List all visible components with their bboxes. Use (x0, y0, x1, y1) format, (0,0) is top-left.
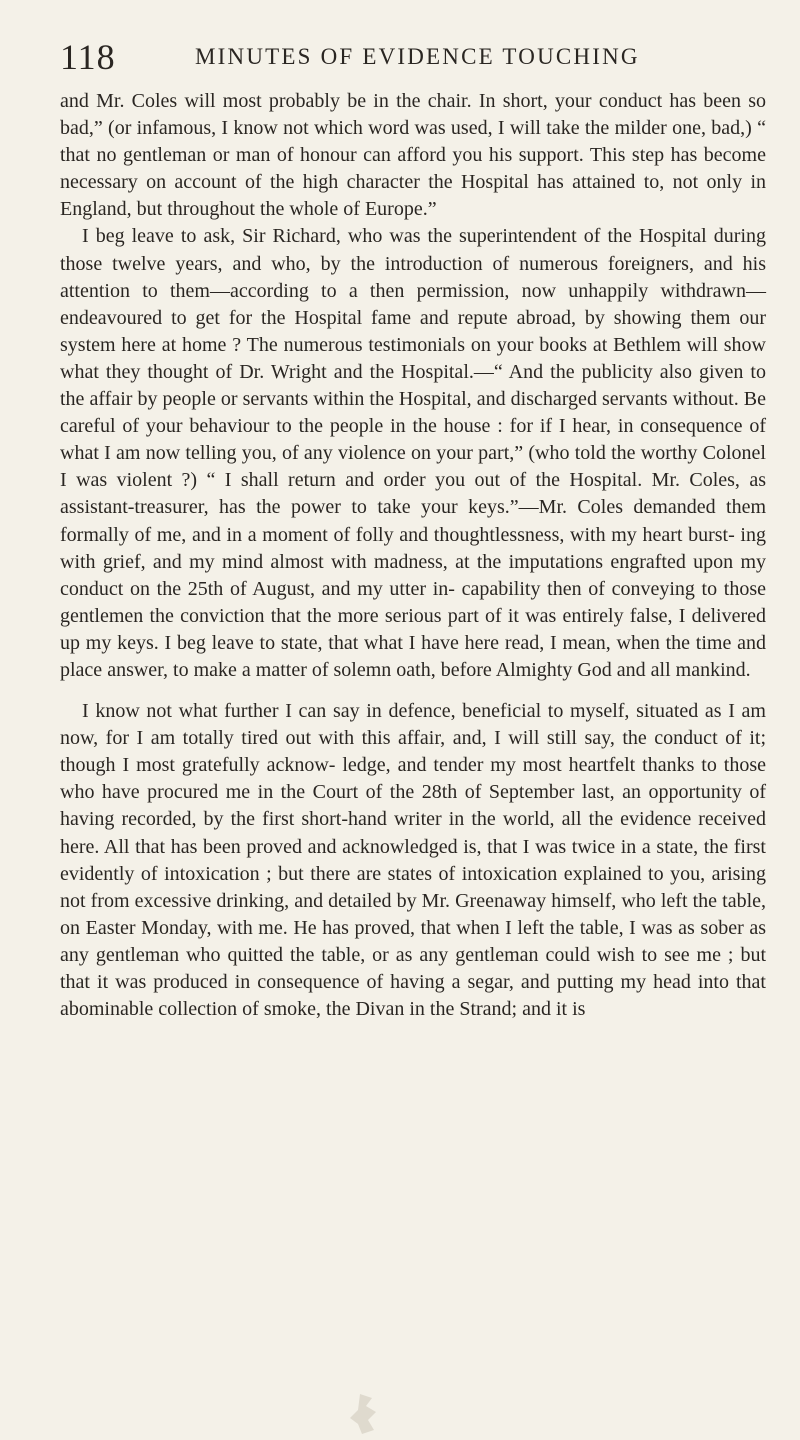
paragraph-1: and Mr. Coles will most probably be in the chair. In short, your conduct has been so bad,” (or infamous, I know not which word was used, I will take the milder one, bad,) “ that no gentleman or man of honour can afford you his support. This step has become necessary on account of the high character the Hospital has attained to, not only in England, but throughout the whole of Europe.” (60, 90, 766, 221)
page-number: 118 (60, 37, 116, 77)
paragraph-3: I know not what further I can say in defence, beneficial to myself, situated as I am now, for I am totally tired out with this affair, and, I will still say, the conduct of it; though I most gratefully acknow- ledge, and tender my most heartfelt thanks to those who have procured me in the Court of the 28th of September last, an opportunity of having recorded, by the first short-hand writer in the world, all the evidence received here. All that has been proved and acknowledged is, that I was twice in a state, the first evidently of intoxication ; but there are states of intoxication explained to you, arising not from excessive drinking, and detailed by Mr. Greenaway himself, who left the table, on Easter Monday, with me. He has proved, that when I left the table, I was as sober as any gentleman who quitted the table, or as any gentleman could wish to see me ; but that it was produced in consequence of having a segar, and putting my head into that abominable collection of smoke, the Divan in the Strand; and it is (60, 700, 766, 1021)
paper-stain-mark (340, 1390, 400, 1436)
running-head: MINUTES OF EVIDENCE TOUCHING (195, 44, 640, 69)
page-header (60, 36, 738, 80)
paragraph-2: I beg leave to ask, Sir Richard, who was the superintendent of the Hospital during those twelve years, and who, by the introduction of numerous foreigners, and his attention to them—according to a then permission, now unhappily withdrawn—endeavoured to get for the Hospital fame and repute abroad, by showing them our system here at home ? The numerous testimonials on your books at Bethlem will show what they thought of Dr. Wright and the Hospital.—“ And the publicity also given to the affair by people or servants within the Hospital, and discharged servants without. Be careful of your behaviour to the people in the house : for if I hear, in consequence of what I am now telling you, of any violence on your part,” (who told the worthy Colonel I was violent ?) “ I shall return and order you out of the Hospital. Mr. Coles, as assistant-treasurer, has the power to take your keys.”—Mr. Coles demanded them formally of me, and in a moment of folly and thoughtlessness, with my heart burst- ing with grief, and my mind almost with madness, at the imputations engrafted upon my conduct on the 25th of August, and my utter in- capability then of conveying to those gentlemen the conviction that the more serious part of it was entirely false, I delivered up my keys. I beg leave to state, that what I have here read, I mean, when the time and place answer, to make a matter of solemn oath, before Almighty God and all mankind. (60, 225, 766, 681)
body-text (60, 88, 766, 1023)
